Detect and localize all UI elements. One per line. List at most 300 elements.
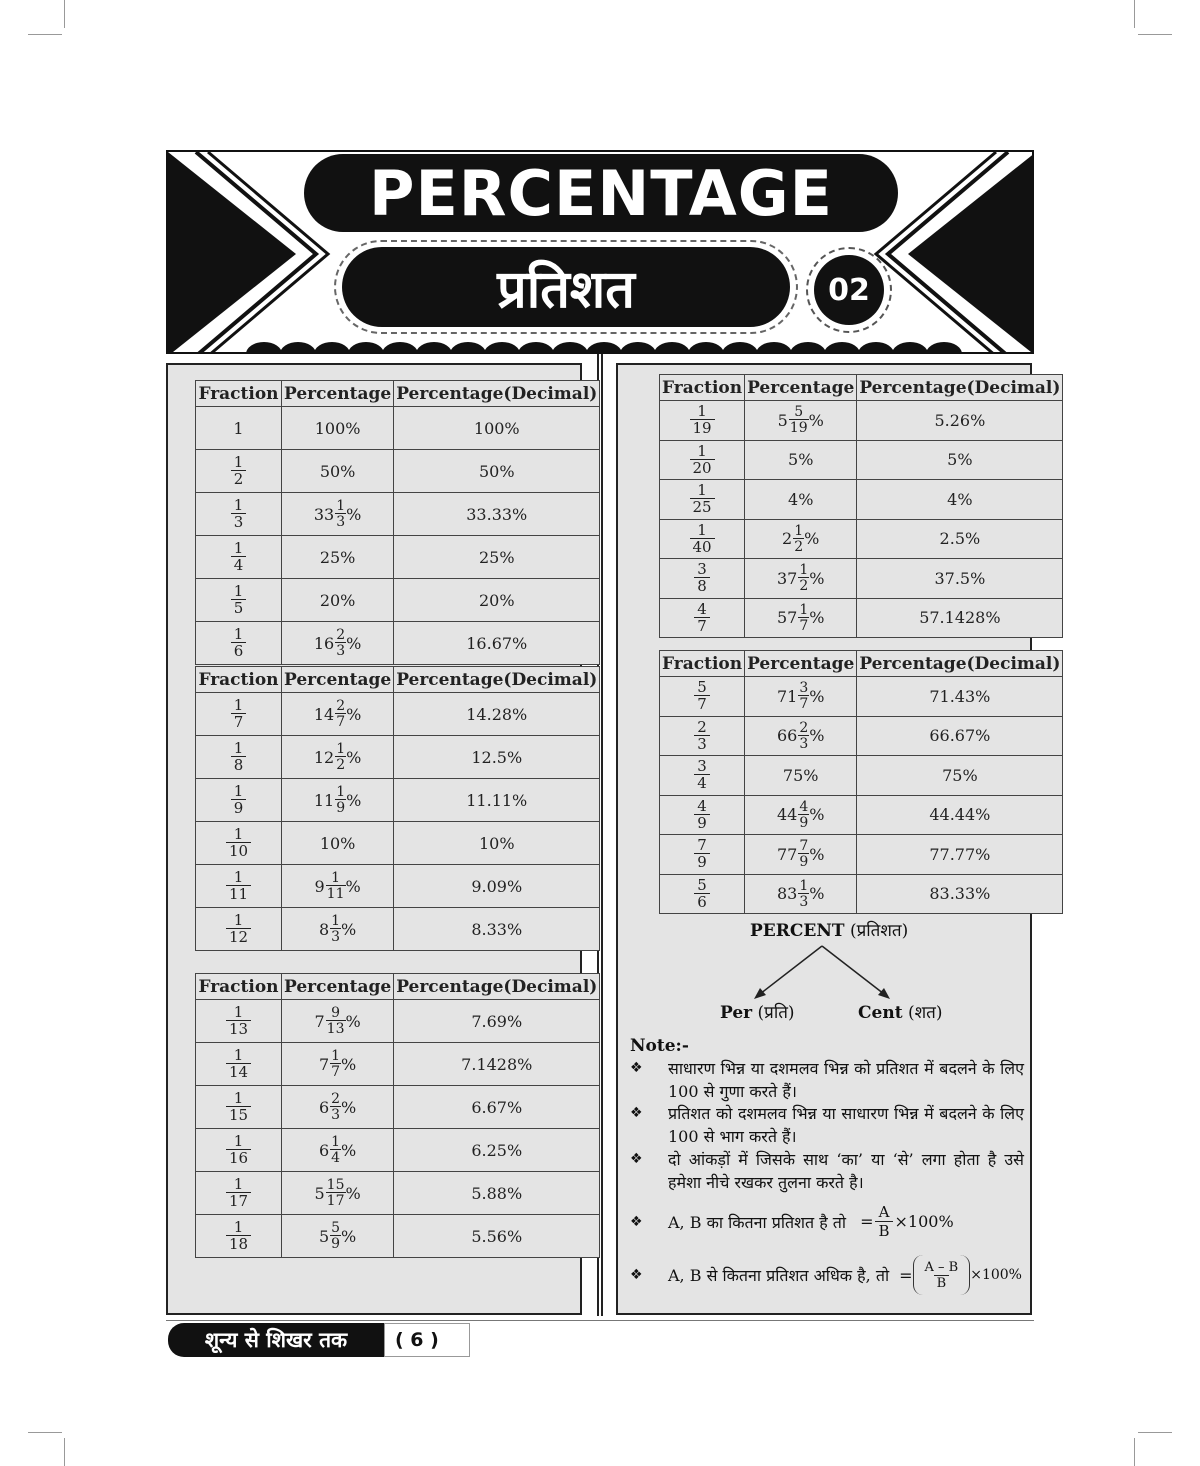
- decimal-cell: 6.25%: [394, 1129, 600, 1172]
- fraction-denominator: 20: [690, 459, 715, 476]
- table-row: [196, 1043, 600, 1086]
- percentage-denominator: 19: [789, 420, 808, 437]
- table-row: [196, 493, 600, 536]
- fraction: [798, 721, 809, 751]
- fraction-cell: [196, 908, 282, 951]
- percentage-denominator: 7: [336, 714, 346, 730]
- fraction: [226, 1177, 251, 1209]
- fraction-numerator: 1: [233, 739, 244, 757]
- percent-sign: %: [346, 704, 362, 724]
- fraction: [326, 871, 346, 901]
- fraction: [326, 1178, 346, 1208]
- percentage-numerator: 2: [336, 698, 346, 714]
- cent-label: [858, 1000, 942, 1023]
- crop-mark: [1138, 1432, 1172, 1433]
- table-row: [196, 536, 600, 579]
- fraction-denominator: 18: [226, 1235, 251, 1252]
- decimal-cell: 33.33%: [394, 493, 600, 536]
- percentage-cell: [745, 795, 857, 835]
- table-row: [660, 480, 1063, 520]
- chapter-number: 02: [828, 272, 870, 308]
- percentage-whole: 44: [776, 805, 798, 825]
- decimal-cell: 11.11%: [394, 779, 600, 822]
- fraction: [690, 520, 715, 556]
- fraction: [690, 404, 715, 436]
- decimal-cell: 10%: [394, 822, 600, 865]
- percent-sign: %: [346, 504, 362, 524]
- fraction-denominator: 40: [690, 538, 715, 555]
- percentage-numerator: 1: [799, 601, 809, 618]
- fraction: [694, 680, 710, 712]
- fraction-cell: [660, 598, 745, 638]
- percentage-cell: [282, 1086, 394, 1129]
- fraction: [231, 741, 247, 773]
- fraction-cell: [660, 440, 745, 480]
- percentage-numerator: 4: [799, 798, 809, 815]
- percentage-value: 10%: [319, 833, 356, 853]
- percentage-cell: [745, 519, 857, 559]
- fraction-cell: [196, 493, 282, 536]
- percent-sign: %: [809, 844, 825, 864]
- percentage-table: [195, 973, 600, 1258]
- fraction: [690, 483, 715, 515]
- formula-numerator: A – B: [924, 1259, 959, 1275]
- fraction-numerator: 1: [233, 1132, 244, 1150]
- decimal-cell: 16.67%: [394, 622, 600, 665]
- mixed-percentage: [314, 1178, 360, 1208]
- percentage-cell: [282, 536, 394, 579]
- fraction: [231, 541, 247, 573]
- percentage-cell: [282, 908, 394, 951]
- percentage-cell: [282, 579, 394, 622]
- page-subtitle: प्रतिशत: [497, 259, 635, 320]
- fraction-numerator: 1: [233, 868, 244, 886]
- fraction-cell: 1: [196, 407, 282, 450]
- percent-sign: %: [341, 1226, 357, 1246]
- fraction: [798, 800, 809, 830]
- percentage-value: 20%: [319, 590, 356, 610]
- fraction-numerator: 1: [233, 453, 244, 471]
- mixed-percentage: [314, 871, 360, 901]
- mixed-percentage: [319, 1135, 356, 1165]
- percentage-whole: 7: [314, 1011, 325, 1031]
- fraction-numerator: 1: [233, 582, 244, 600]
- fraction: [694, 796, 710, 832]
- percent-sign: %: [808, 410, 824, 430]
- percentage-value: 5%: [788, 450, 814, 470]
- percentage-numerator: 15: [326, 1177, 345, 1193]
- fraction: [326, 1006, 346, 1036]
- table-row: [660, 795, 1063, 835]
- fraction: [231, 584, 247, 616]
- fraction: [231, 627, 247, 659]
- percentage-numerator: 2: [331, 1091, 341, 1107]
- percentage-cell: [745, 874, 857, 914]
- column-header: Fraction: [196, 667, 282, 693]
- percent-sign: %: [346, 633, 362, 653]
- mixed-percentage: [777, 681, 824, 711]
- percent-sign: %: [804, 529, 820, 549]
- footer-tagline-box: [168, 1323, 384, 1357]
- fraction-denominator: 16: [226, 1149, 251, 1166]
- percentage-denominator: 2: [799, 578, 809, 595]
- table-row: [660, 401, 1063, 441]
- fraction-denominator: 9: [231, 799, 247, 816]
- percentage-cell: [282, 1215, 394, 1258]
- table-row: [196, 1172, 600, 1215]
- percentage-denominator: 4: [331, 1150, 341, 1166]
- table-row: [196, 693, 600, 736]
- crop-mark: [64, 1438, 65, 1466]
- table-row: [660, 716, 1063, 756]
- percentage-cell: [745, 677, 857, 717]
- decimal-cell: 7.69%: [394, 1000, 600, 1043]
- percentage-value: 100%: [314, 418, 361, 438]
- table-row: [196, 407, 600, 450]
- percentage-denominator: 3: [336, 514, 346, 530]
- column-header: Percentage(Decimal): [857, 651, 1063, 677]
- fraction-numerator: 1: [233, 1003, 244, 1021]
- table-row: [196, 450, 600, 493]
- fraction: [226, 1134, 251, 1166]
- table-row: [196, 822, 600, 865]
- percentage-whole: 12: [313, 747, 335, 767]
- fraction-numerator: 1: [233, 1046, 244, 1064]
- fraction-cell: [196, 1129, 282, 1172]
- fraction: [798, 839, 809, 869]
- fraction-numerator: 5: [697, 875, 707, 894]
- percent-title-hi: (प्रतिशत): [849, 921, 909, 941]
- percentage-cell: [282, 407, 394, 450]
- fraction-denominator: 6: [231, 642, 247, 659]
- fraction: [226, 1005, 251, 1037]
- fraction-numerator: 3: [697, 560, 707, 579]
- percent-sign: %: [346, 790, 362, 810]
- table-row: [660, 835, 1063, 875]
- column-header: Fraction: [660, 375, 745, 401]
- mixed-percentage: [314, 742, 361, 772]
- fraction-denominator: 9: [694, 814, 710, 831]
- formula-percent-of: [630, 1203, 954, 1240]
- fraction: [231, 455, 247, 487]
- mixed-percentage: [782, 524, 819, 554]
- crop-mark: [64, 0, 65, 28]
- mixed-percentage: [777, 879, 824, 909]
- percentage-numerator: 1: [331, 1048, 341, 1064]
- percentage-whole: 5: [314, 1183, 325, 1203]
- bullet-icon: ❖: [630, 1105, 643, 1121]
- per-label: [720, 1000, 795, 1023]
- percentage-cell: [282, 1129, 394, 1172]
- fraction-numerator: 7: [697, 836, 707, 855]
- fraction-denominator: 5: [231, 599, 247, 616]
- fraction: [798, 603, 809, 633]
- fraction-numerator: 1: [697, 520, 707, 539]
- cent-hi: (शत): [907, 1003, 943, 1023]
- fraction-cell: [196, 779, 282, 822]
- fraction-denominator: 7: [231, 713, 247, 730]
- fraction-numerator: 1: [233, 496, 244, 514]
- fraction-numerator: 1: [697, 441, 707, 460]
- decimal-cell: 50%: [394, 450, 600, 493]
- decimal-cell: 75%: [857, 756, 1063, 796]
- percentage-value: 4%: [788, 489, 814, 509]
- percent-sign: %: [345, 1183, 361, 1203]
- fraction: [226, 870, 251, 902]
- fraction: [694, 562, 710, 594]
- percentage-table: [659, 650, 1063, 914]
- fraction-denominator: 6: [694, 893, 710, 910]
- formula-fraction: [922, 1260, 962, 1291]
- fraction: [231, 784, 247, 816]
- mixed-percentage: [314, 499, 361, 529]
- formula-tail: ×100%: [970, 1267, 1022, 1283]
- formula-denominator: B: [934, 1275, 950, 1291]
- percentage-denominator: 9: [336, 800, 346, 816]
- fraction-numerator: 3: [697, 757, 707, 776]
- fraction-denominator: 8: [231, 756, 247, 773]
- percentage-numerator: 1: [336, 784, 346, 800]
- percentage-numerator: 1: [331, 913, 341, 929]
- percentage-denominator: 7: [799, 696, 809, 713]
- percentage-denominator: 2: [794, 538, 804, 555]
- fraction-numerator: 1: [697, 402, 707, 421]
- table-header-row: [660, 375, 1063, 401]
- mixed-percentage: [777, 721, 824, 751]
- percentage-denominator: 7: [799, 617, 809, 634]
- percentage-denominator: 2: [336, 757, 346, 773]
- formula-text: A, B का कितना प्रतिशत है तो: [668, 1212, 847, 1232]
- table-header-row: [660, 651, 1063, 677]
- fraction-cell: [196, 622, 282, 665]
- percentage-numerator: 5: [331, 1220, 341, 1236]
- decimal-cell: 37.5%: [857, 559, 1063, 599]
- table-header-row: [196, 974, 600, 1000]
- percentage-cell: [282, 693, 394, 736]
- fraction: [694, 838, 710, 870]
- fraction-denominator: 14: [226, 1063, 251, 1080]
- percentage-whole: 57: [776, 608, 798, 628]
- fraction-numerator: 1: [233, 782, 244, 800]
- percentage-cell: [282, 822, 394, 865]
- fraction: [694, 875, 710, 911]
- fraction-cell: [660, 401, 745, 441]
- cent-en: Cent: [858, 1003, 903, 1023]
- percent-sign: %: [341, 919, 357, 939]
- fraction-cell: [196, 1000, 282, 1043]
- fraction-denominator: 2: [231, 470, 247, 487]
- fraction: [798, 563, 809, 593]
- fraction-cell: [196, 693, 282, 736]
- note-text: प्रतिशत को दशमलव भिन्न या साधारण भिन्न में बदलने के लिए 100 से भाग करते हैं।: [668, 1104, 1024, 1146]
- fraction: [335, 699, 346, 729]
- fraction-numerator: 1: [233, 1175, 244, 1193]
- percentage-whole: 14: [313, 704, 335, 724]
- table-row: [196, 736, 600, 779]
- percentage-cell: [282, 865, 394, 908]
- crop-mark: [1134, 0, 1135, 28]
- fraction-numerator: 1: [233, 625, 244, 643]
- percent-sign: %: [809, 726, 825, 746]
- footer-page-box: [384, 1323, 470, 1357]
- decimal-cell: 57.1428%: [857, 598, 1063, 638]
- fraction-cell: [196, 822, 282, 865]
- footer-rule: [166, 1320, 1034, 1321]
- percentage-numerator: 1: [336, 741, 346, 757]
- table-header-row: [196, 381, 600, 407]
- percentage-numerator: 7: [799, 838, 809, 855]
- table-row: [660, 440, 1063, 480]
- decimal-cell: 2.5%: [857, 519, 1063, 559]
- percentage-whole: 37: [776, 568, 798, 588]
- mixed-percentage: [319, 1221, 356, 1251]
- fraction: [789, 405, 809, 435]
- mixed-percentage: [314, 1006, 360, 1036]
- column-header: Percentage(Decimal): [857, 375, 1063, 401]
- percentage-whole: 71: [776, 686, 798, 706]
- fraction-cell: [660, 874, 745, 914]
- footer-tagline: शून्य से शिखर तक: [204, 1328, 348, 1352]
- percentage-whole: 6: [318, 1097, 330, 1117]
- percentage-whole: 5: [318, 1226, 330, 1246]
- percentage-cell: [745, 440, 857, 480]
- subtitle-banner: [342, 247, 790, 327]
- percentage-whole: 77: [776, 844, 798, 864]
- fraction-cell: [660, 677, 745, 717]
- percentage-numerator: 5: [794, 404, 804, 421]
- table-row: [660, 519, 1063, 559]
- fraction-numerator: 2: [697, 717, 707, 736]
- fraction-denominator: 10: [226, 842, 251, 859]
- percent-sign: %: [809, 568, 825, 588]
- percentage-cell: [282, 1000, 394, 1043]
- bullet-icon: ❖: [630, 1267, 643, 1283]
- fraction-cell: [196, 536, 282, 579]
- formula-numerator: A: [878, 1203, 890, 1221]
- mixed-percentage: [778, 405, 824, 435]
- mixed-percentage: [777, 563, 824, 593]
- percentage-cell: [282, 736, 394, 779]
- fraction-cell: [660, 559, 745, 599]
- fraction-numerator: 5: [697, 678, 707, 697]
- percentage-denominator: 11: [326, 886, 345, 902]
- fraction: [330, 914, 341, 944]
- percent-sign: %: [809, 884, 825, 904]
- percent-sign: %: [341, 1140, 357, 1160]
- percentage-denominator: 13: [326, 1021, 345, 1037]
- crop-mark: [1138, 34, 1172, 35]
- decimal-cell: 5.56%: [394, 1215, 600, 1258]
- percentage-cell: [282, 450, 394, 493]
- fraction-cell: [660, 835, 745, 875]
- table-row: [196, 622, 600, 665]
- table-row: [196, 1000, 600, 1043]
- table-header-row: [196, 667, 600, 693]
- percent-sign: %: [809, 805, 825, 825]
- fraction-cell: [196, 1043, 282, 1086]
- fraction: [226, 1220, 251, 1252]
- formula-equals: =: [860, 1212, 874, 1231]
- decimal-cell: 77.77%: [857, 835, 1063, 875]
- column-separator: [601, 354, 603, 1316]
- chapter-header: [166, 150, 1034, 354]
- percentage-value: 75%: [782, 765, 819, 785]
- percentage-denominator: 9: [331, 1236, 341, 1252]
- percent-diagram-title: [750, 918, 908, 941]
- bullet-icon: ❖: [630, 1060, 643, 1076]
- fraction: [335, 499, 346, 529]
- percent-sign: %: [341, 1054, 357, 1074]
- table-row: [196, 1129, 600, 1172]
- formula-equals: =: [899, 1265, 913, 1285]
- fraction: [335, 785, 346, 815]
- crop-mark: [28, 1432, 62, 1433]
- fraction: [226, 913, 251, 945]
- fraction-cell: [660, 519, 745, 559]
- decimal-cell: 5.88%: [394, 1172, 600, 1215]
- decimal-cell: 25%: [394, 536, 600, 579]
- fraction-cell: [196, 450, 282, 493]
- percentage-cell: [745, 559, 857, 599]
- percentage-numerator: 1: [336, 498, 346, 514]
- fraction-denominator: 11: [226, 885, 251, 902]
- percentage-denominator: 7: [331, 1064, 341, 1080]
- percent-title-en: PERCENT: [750, 921, 845, 941]
- percentage-denominator: 9: [799, 854, 809, 871]
- fraction: [798, 681, 809, 711]
- percentage-denominator: 3: [336, 643, 346, 659]
- fraction-cell: [196, 1215, 282, 1258]
- table-row: [660, 756, 1063, 796]
- mixed-percentage: [319, 1092, 356, 1122]
- column-header: Percentage: [282, 381, 394, 407]
- fraction: [690, 441, 715, 477]
- table-row: [196, 779, 600, 822]
- mixed-percentage: [314, 628, 361, 658]
- decimal-cell: 7.1428%: [394, 1043, 600, 1086]
- percentage-denominator: 17: [326, 1193, 345, 1209]
- fraction-numerator: 4: [697, 599, 707, 618]
- note-text: साधारण भिन्न या दशमलव भिन्न को प्रतिशत में बदलने के लिए 100 से गुणा करते हैं।: [668, 1059, 1024, 1101]
- fraction: [335, 742, 346, 772]
- decimal-cell: 14.28%: [394, 693, 600, 736]
- table-row: [660, 559, 1063, 599]
- decimal-cell: 66.67%: [857, 716, 1063, 756]
- percent-sign: %: [809, 608, 825, 628]
- formula-parentheses: [913, 1255, 971, 1295]
- column-header: Percentage(Decimal): [394, 667, 600, 693]
- table-row: [196, 1086, 600, 1129]
- table-row: [660, 677, 1063, 717]
- table-row: [196, 865, 600, 908]
- fraction-cell: [660, 756, 745, 796]
- fraction-denominator: 7: [694, 695, 710, 712]
- decimal-cell: 20%: [394, 579, 600, 622]
- percentage-numerator: 9: [331, 1005, 341, 1021]
- fraction-numerator: 1: [233, 539, 244, 557]
- formula-tail: ×100%: [894, 1212, 954, 1231]
- percentage-numerator: 1: [794, 522, 804, 539]
- percentage-numerator: 1: [799, 562, 809, 579]
- mixed-percentage: [777, 603, 824, 633]
- fraction: [793, 524, 804, 554]
- column-header: Percentage: [745, 651, 857, 677]
- fraction: [330, 1135, 341, 1165]
- column-header: Fraction: [196, 974, 282, 1000]
- percentage-numerator: 1: [331, 1134, 341, 1150]
- percentage-cell: [282, 1172, 394, 1215]
- percentage-value: 25%: [319, 547, 356, 567]
